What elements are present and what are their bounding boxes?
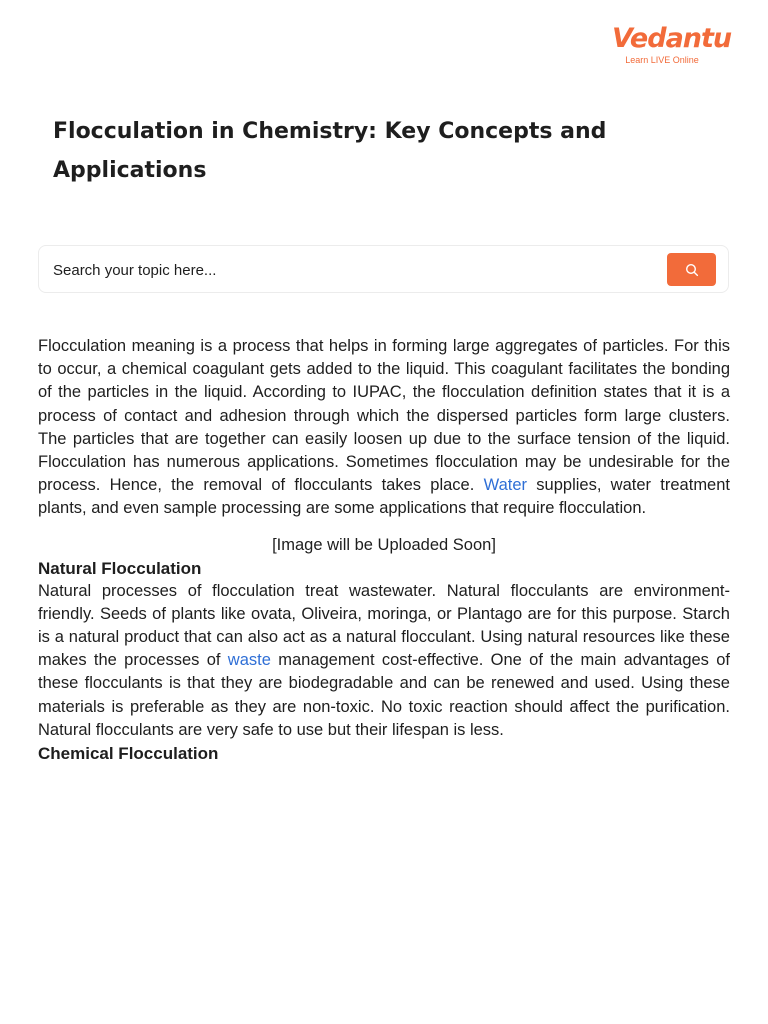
search-bar [38,245,729,293]
article-body [38,335,730,765]
page-title: Flocculation in Chemistry: Key Concepts and Applications [53,119,607,183]
logo-wordmark: Vedantu [612,23,732,54]
search-input[interactable] [53,259,613,281]
chemical-flocculation-heading: Chemical Flocculation [38,744,219,764]
image-placeholder: [Image will be Uploaded Soon] [272,535,496,554]
waste-link[interactable]: waste [227,651,271,670]
natural-flocculation-paragraph [38,580,730,742]
natural-text-start: Natural processes of flocculation treat wastewater. Natural flocculants are environment-friendly. Seeds of plants like ovata, Oliveira, moringa, or Plantago are for this purpose. Starch is a natural product that can also act as a natural flocculant. Using natural resources like these makes the processes of [38,581,730,670]
water-link[interactable]: Water [483,476,528,495]
intro-text-end: supplies, water treatment plants, and even sample processing are some applications that require flocculation. [38,476,730,518]
intro-paragraph [38,335,730,521]
search-button[interactable] [667,253,716,286]
intro-text-start: Flocculation meaning is a process that helps in forming large aggregates of particles. For this to occur, a chemical coagulant gets added to the liquid. This coagulant facilitates the bonding of the particles in the liquid. According to IUPAC, the flocculation definition states that it is a process of contact and adhesion through which the dispersed particles form large clusters. The particles that are together can easily loosen up due to the surface tension of the liquid. Flocculation has numerous applications. Sometimes flocculation may be undesirable for the process. Hence, the removal of flocculants takes place. [38,337,730,495]
logo-tagline: Learn LIVE Online [625,55,699,65]
natural-text-end: management cost-effective. One of the main advantages of these flocculants is that they are biodegradable and can be renewed and used. Using these materials is preferable as they are non-toxic. No toxic reaction should affect the purification. Natural flocculants are very safe to use but their lifespan is less. [38,651,731,739]
vedantu-logo[interactable] [612,22,732,65]
search-icon [685,263,699,277]
natural-flocculation-heading: Natural Flocculation [38,558,202,578]
